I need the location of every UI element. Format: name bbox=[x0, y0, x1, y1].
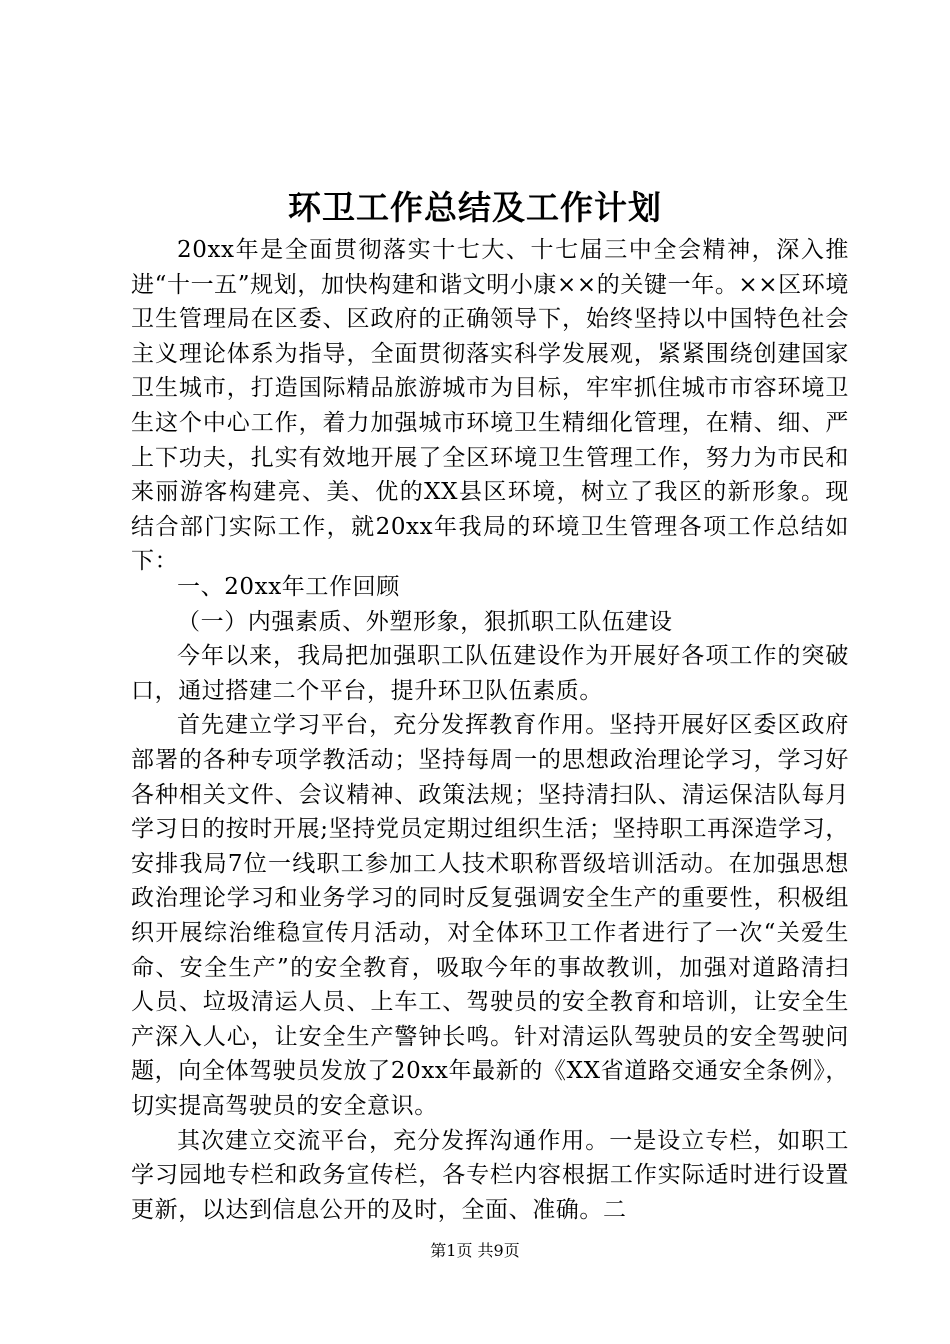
body-paragraph-3: 其次建立交流平台，充分发挥沟通作用。一是设立专栏，如职工学习园地专栏和政务宣传栏，各专栏内容根据工作实际适时进行设置更新，以达到信息公开的及时，全面、准确。二 bbox=[131, 1127, 849, 1223]
intro-paragraph: 20xx年是全面贯彻落实十七大、十七届三中全会精神，深入推进“十一五”规划，加快构建和谐文明小康××的关键一年。××区环境卫生管理局在区委、区政府的正确领导下，始终坚持以中国特色社会主义理论体系为指导，全面贯彻落实科学发展观，紧紧围绕创建国家卫生城市，打造国际精品旅游城市为目标，牢牢抓住城市市容环境卫生这个中心工作，着力加强城市环境卫生精细化管理，在精、细、严上下功夫，扎实有效地开展了全区环境卫生管理工作，努力为市民和来丽游客构建亮、美、优的XX县区环境，树立了我区的新形象。现结合部门实际工作，就20xx年我局的环境卫生管理各项工作总结如下： bbox=[131, 237, 849, 575]
section-heading: 一、20xx年工作回顾 bbox=[177, 574, 400, 600]
document-title: 环卫工作总结及工作计划 bbox=[288, 188, 662, 227]
page-footer: 第1页 共9页 bbox=[430, 1241, 520, 1260]
body-paragraph-2: 首先建立学习平台，充分发挥教育作用。坚持开展好区委区政府部署的各种专项学教活动；坚持每周一的思想政治理论学习，学习好各种相关文件、会议精神、政策法规；坚持清扫队、清运保洁队每月学习日的按时开展;坚持党员定期过组织生活；坚持职工再深造学习，安排我局7位一线职工参加工人技术职称晋级培训活动。在加强思想政治理论学习和业务学习的同时反复强调安全生产的重要性，积极组织开展综治维稳宣传月活动，对全体环卫工作者进行了一次“关爱生命、安全生产”的安全教育，吸取今年的事故教训，加强对道路清扫人员、垃圾清运人员、上车工、驾驶员的安全教育和培训，让安全生产深入人心，让安全生产警钟长鸣。针对清运队驾驶员的安全驾驶问题，向全体驾驶员发放了20xx年最新的《XX省道路交通安全条例》，切实提高驾驶员的安全意识。 bbox=[131, 712, 849, 1119]
body-paragraph-1: 今年以来，我局把加强职工队伍建设作为开展好各项工作的突破口，通过搭建二个平台，提升环卫队伍素质。 bbox=[131, 643, 849, 704]
subsection-heading: （一）内强素质、外塑形象，狠抓职工队伍建设 bbox=[177, 608, 673, 635]
section-block bbox=[131, 570, 849, 1227]
intro-block bbox=[131, 233, 849, 579]
